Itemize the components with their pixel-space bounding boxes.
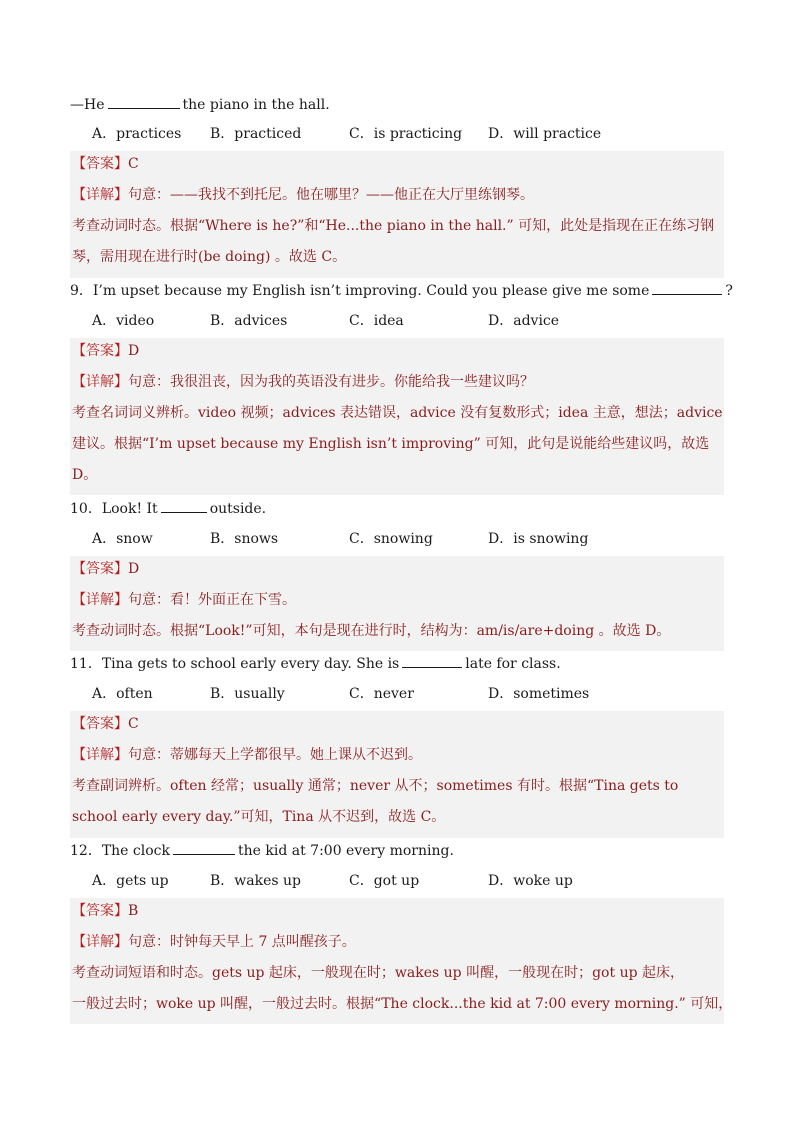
detail-line: 考查动词时态。根据“Look!”可知，本句是现在进行时，结构为：am/is/are+doing 。故选 D。	[72, 623, 671, 639]
stem-text: outside.	[209, 501, 267, 517]
detail-line: 考查动词时态。根据“Where is he?”和“He...the piano in the hall.” 可知，此处是指现在正在练习钢	[72, 218, 715, 234]
question-10-stem	[70, 498, 266, 519]
option-d: D．sometimes	[488, 686, 590, 702]
answer-line: 【答案】D	[72, 343, 140, 359]
answer-blank	[108, 94, 180, 109]
detail-line: 【详解】句意：——我找不到托尼。他在哪里？——他正在大厅里练钢琴。	[72, 187, 534, 203]
question-8-stem	[70, 94, 330, 115]
stem-text: 11．Tina gets to school early every day. She is	[70, 656, 400, 672]
answer-block-9	[70, 338, 724, 495]
option-d: D．will practice	[488, 126, 602, 142]
answer-block-11	[70, 711, 724, 838]
option-b: B．snows	[210, 531, 279, 547]
answer-block-10	[70, 556, 724, 651]
detail-line: 考查副词辨析。often 经常；usually 通常；never 从不；sometimes 有时。根据“Tina gets to	[72, 778, 679, 794]
detail-line: 琴，需用现在进行时(be doing) 。故选 C。	[72, 249, 347, 265]
answer-line: 【答案】D	[72, 561, 140, 577]
detail-line: school early every day.”可知，Tina 从不迟到，故选 C。	[72, 809, 446, 825]
answer-blank	[652, 280, 722, 295]
stem-text: 12．The clock	[70, 843, 170, 859]
stem-text: ?	[725, 283, 733, 299]
answer-blank	[173, 840, 235, 855]
answer-blank	[402, 653, 462, 668]
option-a: A．video	[92, 313, 155, 329]
option-c: C．got up	[349, 873, 420, 889]
answer-block-12	[70, 898, 733, 1024]
option-a: A．practices	[92, 126, 182, 142]
answer-line: 【答案】C	[72, 156, 139, 172]
detail-line: 考查名词词义辨析。video 视频；advices 表达错误，advice 没有复数形式；idea 主意，想法；advice	[72, 405, 723, 421]
stem-text: the kid at 7:00 every morning.	[237, 843, 454, 859]
stem-text: —He	[70, 97, 105, 113]
answer-line: 【答案】C	[72, 716, 139, 732]
detail-line: D。	[72, 467, 98, 483]
option-b: B．practiced	[210, 126, 302, 142]
detail-line: 考查动词短语和时态。gets up 起床，一般现在时；wakes up 叫醒，一般现在时；got up 起床，	[72, 965, 684, 981]
option-a: A．snow	[92, 531, 153, 547]
detail-line: 建议。根据“I’m upset because my English isn’t improving” 可知，此句是说能给些建议吗，故选	[72, 436, 710, 452]
option-c: C．never	[349, 686, 414, 702]
option-c: C．is practicing	[349, 126, 463, 142]
option-b: B．advices	[210, 313, 288, 329]
detail-line: 【详解】句意：蒂娜每天上学都很早。她上课从不迟到。	[72, 747, 422, 763]
stem-text: 10．Look! It	[70, 501, 158, 517]
question-12-stem	[70, 840, 454, 861]
option-b: B．usually	[210, 686, 285, 702]
stem-text: 9．I’m upset because my English isn’t improving. Could you please give me some	[70, 283, 650, 299]
option-b: B．wakes up	[210, 873, 301, 889]
answer-line: 【答案】B	[72, 903, 139, 919]
detail-line: 一般过去时；woke up 叫醒，一般过去时。根据“The clock...the kid at 7:00 every morning.” 可知，	[72, 996, 733, 1012]
detail-line: 【详解】句意：看！外面正在下雪。	[72, 592, 296, 608]
option-c: C．idea	[349, 313, 404, 329]
detail-line: 【详解】句意：时钟每天早上 7 点叫醒孩子。	[72, 934, 356, 950]
answer-block-8	[70, 151, 724, 278]
option-c: C．snowing	[349, 531, 433, 547]
stem-text: late for class.	[465, 656, 561, 672]
option-d: D．is snowing	[488, 531, 589, 547]
detail-line: 【详解】句意：我很沮丧，因为我的英语没有进步。你能给我一些建议吗？	[72, 374, 534, 390]
stem-text: the piano in the hall.	[182, 97, 330, 113]
option-a: A．gets up	[92, 873, 169, 889]
answer-blank	[161, 498, 207, 513]
option-d: D．advice	[488, 313, 560, 329]
option-d: D．woke up	[488, 873, 573, 889]
question-9-stem	[70, 280, 733, 301]
question-11-stem	[70, 653, 561, 674]
option-a: A．often	[92, 686, 153, 702]
